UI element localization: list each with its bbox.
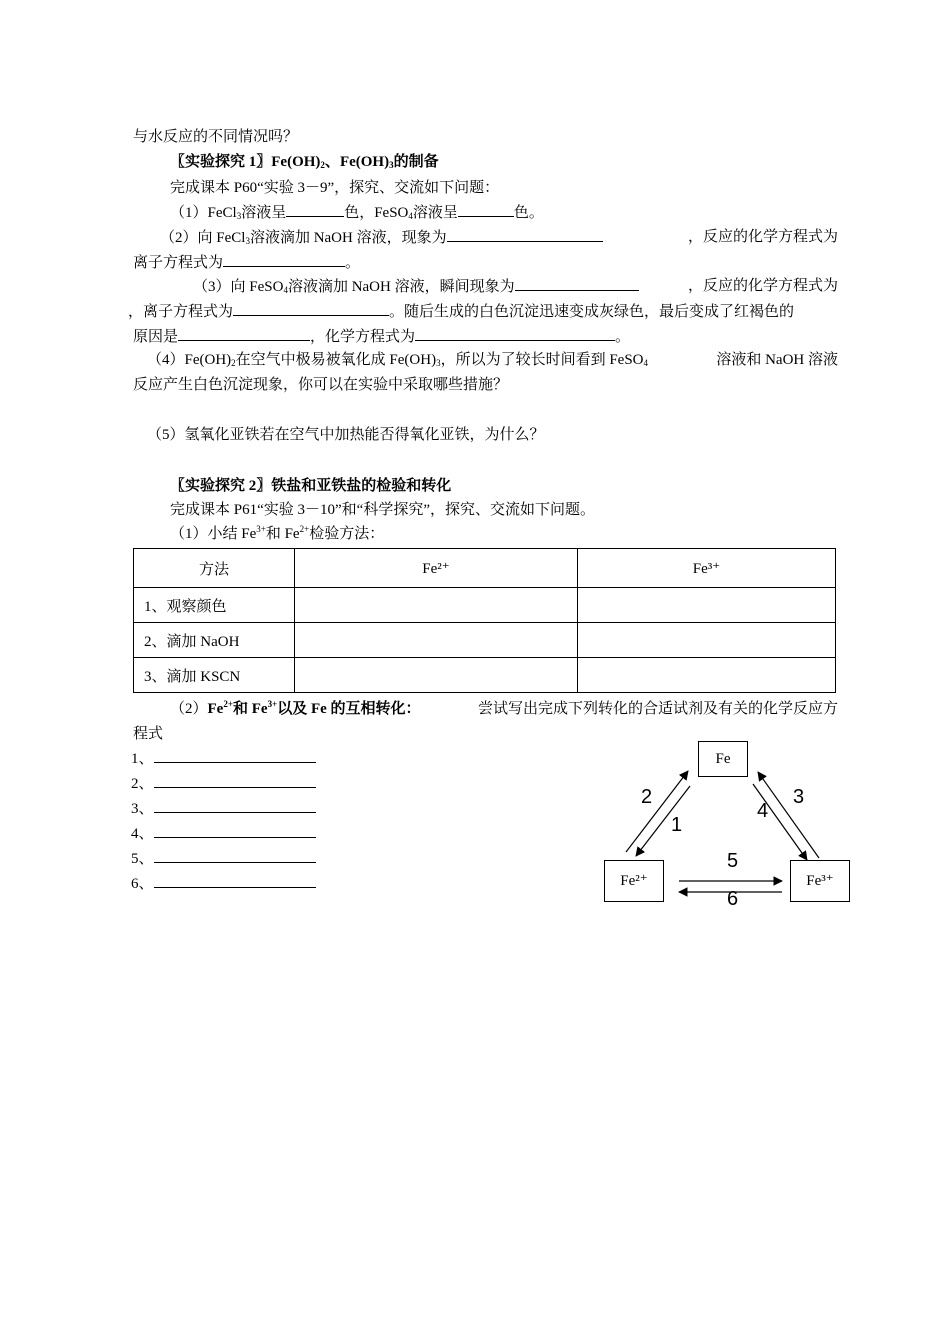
exp1-q4: $(4)Fe(OH)_2$在空气中极易被氧化成 $Fe(OH)_3$，所以为了较长时间看到 FeSO$_4$ 溶液和 NaOH 溶液	[147, 352, 838, 368]
exp1-q3-line2: ，离子方程式为 。随后生成的白色沉淀迅速变成灰绿色，最后变成了红褐色的	[128, 301, 794, 322]
blank-line-4: 4、	[131, 823, 316, 844]
arrow-2	[626, 771, 688, 852]
blank-line-5: 5、	[131, 848, 316, 869]
table-header: Fe²⁺	[295, 549, 578, 588]
exp1-q3-line3: 原因是 ，化学方程式为 。	[133, 326, 630, 347]
table-cell-method: 2、滴加 NaOH	[134, 623, 295, 658]
exp1-title: 〖实验探究 1〗$Fe(OH)_2$、$Fe(OH)_3$的制备	[170, 154, 439, 170]
label-5: 5	[727, 850, 739, 872]
exp2-title: 〖实验探究 2〗铁盐和亚铁盐的检验和转化	[170, 478, 452, 494]
table-cell-method: 1、观察颜色	[134, 588, 295, 623]
label-3: 3	[793, 786, 805, 808]
label-4: 4	[757, 800, 769, 822]
exp1-q5: （5）氢氧化亚铁若在空气中加热能否得氧化亚铁，为什么？	[147, 427, 545, 443]
table-header: 方法	[134, 549, 295, 588]
exp1-q1: （1）FeCl$_3$溶液呈 色，FeSO$_4$溶液呈 色。	[170, 202, 544, 223]
label-6: 6	[727, 888, 739, 910]
exp2-instruction: 完成课本 P61“实验 3－10”和“科学探究”，探究、交流如下问题。	[170, 502, 595, 518]
label-2: 2	[641, 786, 653, 808]
exp1-q3: （3）向 FeSO$_4$溶液滴加 NaOH 溶液，瞬间现象为 ，反应的化学方程式为	[193, 278, 838, 295]
exp1-q2: （2）向 FeCl$_3$溶液滴加 NaOH 溶液，现象为 ，反应的化学方程式为	[160, 229, 838, 246]
node-fe3: Fe³⁺	[790, 860, 850, 902]
exp2-q2-line2: 程式	[133, 726, 164, 742]
table-header: Fe³⁺	[578, 549, 836, 588]
node-fe2: Fe²⁺	[604, 860, 664, 902]
exp1-q2-line2: 离子方程式为 。	[133, 252, 360, 273]
intro-tail: 与水反应的不同情况吗？	[133, 129, 299, 145]
table-cell-method: 3、滴加 KSCN	[134, 658, 295, 693]
label-1: 1	[671, 814, 683, 836]
blank-line-3: 3、	[131, 798, 316, 819]
blank-line-6: 6、	[131, 873, 316, 894]
blank-line-2: 2、	[131, 773, 316, 794]
exp2-q2: $(2)Fe^{2+}$和 $Fe^{3+}$以及 Fe 的互相转化： 尝试写出完成下列转化的合适试剂及有关的化学反应方	[170, 699, 838, 717]
node-fe: Fe	[698, 741, 748, 777]
exp1-q4-line2: 反应产生白色沉淀现象，你可以在实验中采取哪些措施？	[133, 377, 509, 393]
exp2-q1: （1）小结 $Fe^{3+}$和 $Fe^{2+}$检验方法：	[170, 524, 385, 542]
exp1-instruction: 完成课本 P60“实验 3－9”，探究、交流如下问题：	[170, 180, 500, 196]
blank-line-1: 1、	[131, 748, 316, 769]
